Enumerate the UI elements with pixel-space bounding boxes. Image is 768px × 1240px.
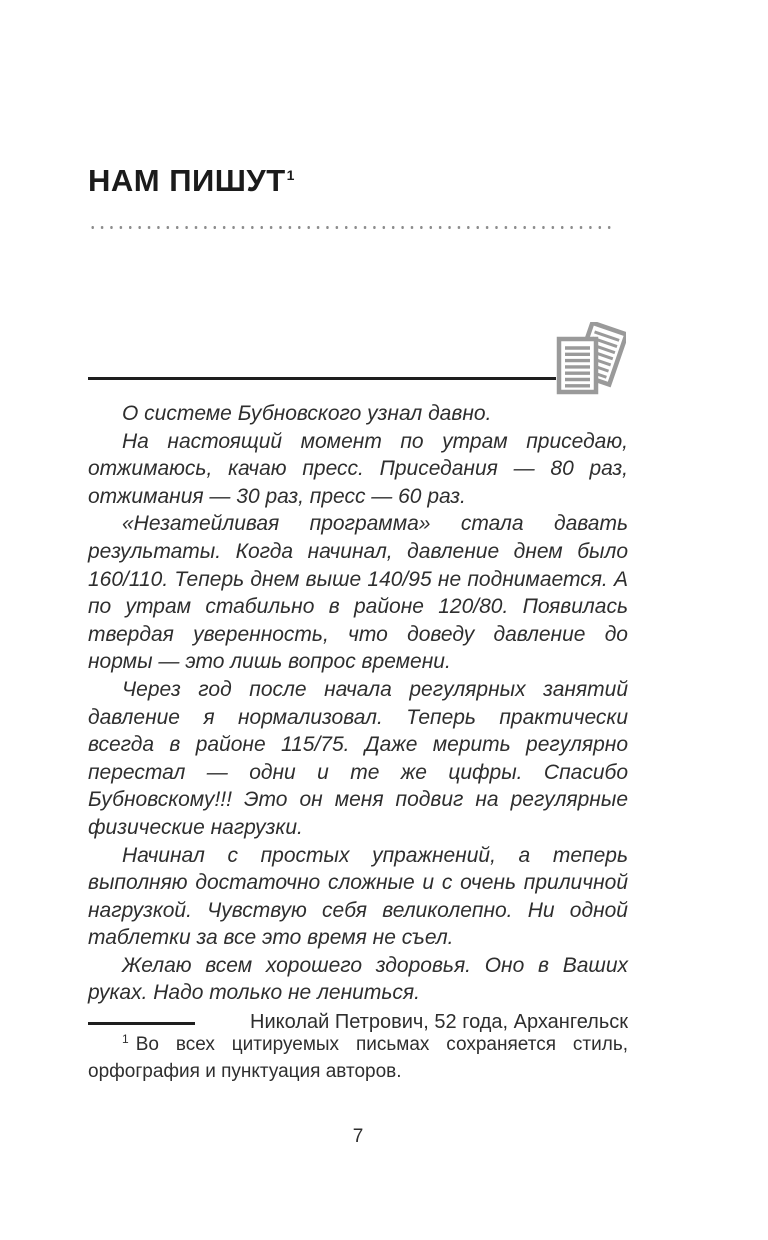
letter-paragraph: Желаю всем хорошего здоровья. Оно в Ваших руках. Надо только не лениться. <box>88 953 628 1005</box>
letter-header-rule <box>88 377 556 380</box>
letter-signature: Николай Петрович, 52 года, Архангельск <box>250 1011 628 1034</box>
letter-paragraph: «Незатейливая программа» стала давать результаты. Когда начинал, давление днем было 160/110. Теперь днем выше 140/95 не поднимается. А по утрам стабильно в районе 120/80. Появилась твердая уверенность, что доведу давление до нормы — это лишь вопрос времени. <box>88 512 628 674</box>
dotted-divider <box>88 225 612 230</box>
letter-pages-icon <box>552 322 626 396</box>
letter-paragraph: На настоящий момент по утрам приседаю, отжимаюсь, качаю пресс. Приседания — 80 раз, отжимания — 30 раз, пресс — 60 раз. <box>88 429 628 508</box>
reader-letter <box>88 400 628 1036</box>
page-number: 7 <box>352 1126 364 1147</box>
chapter-title-text: НАМ ПИШУТ <box>88 163 286 198</box>
letter-paragraph: Начинал с простых упражнений, а теперь выполняю достаточно сложные и с очень приличной нагрузкой. Чувствую себя великолепно. Ни одной таблетки за все это время не съел. <box>88 843 628 950</box>
chapter-title-footnote-ref: 1 <box>286 166 295 183</box>
letter-paragraph: Через год после начала регулярных занятий давление я нормализовал. Теперь практически всегда в районе 115/75. Даже мерить регулярно перестал — одни и те же цифры. Спасибо Бубновскому!!! Это он меня подвиг на регулярные физические нагрузки. <box>88 677 628 839</box>
footnote-rule <box>88 1022 195 1025</box>
chapter-title <box>88 163 295 199</box>
footnote-text: Во всех цитируемых письмах сохраняется стиль, орфография и пунктуация авторов. <box>88 1034 628 1082</box>
letter-paragraphs <box>88 400 628 1007</box>
footnote <box>88 1032 628 1085</box>
footnote-marker: 1 <box>122 1031 129 1046</box>
letter-paragraph: О системе Бубновского узнал давно. <box>122 402 492 425</box>
